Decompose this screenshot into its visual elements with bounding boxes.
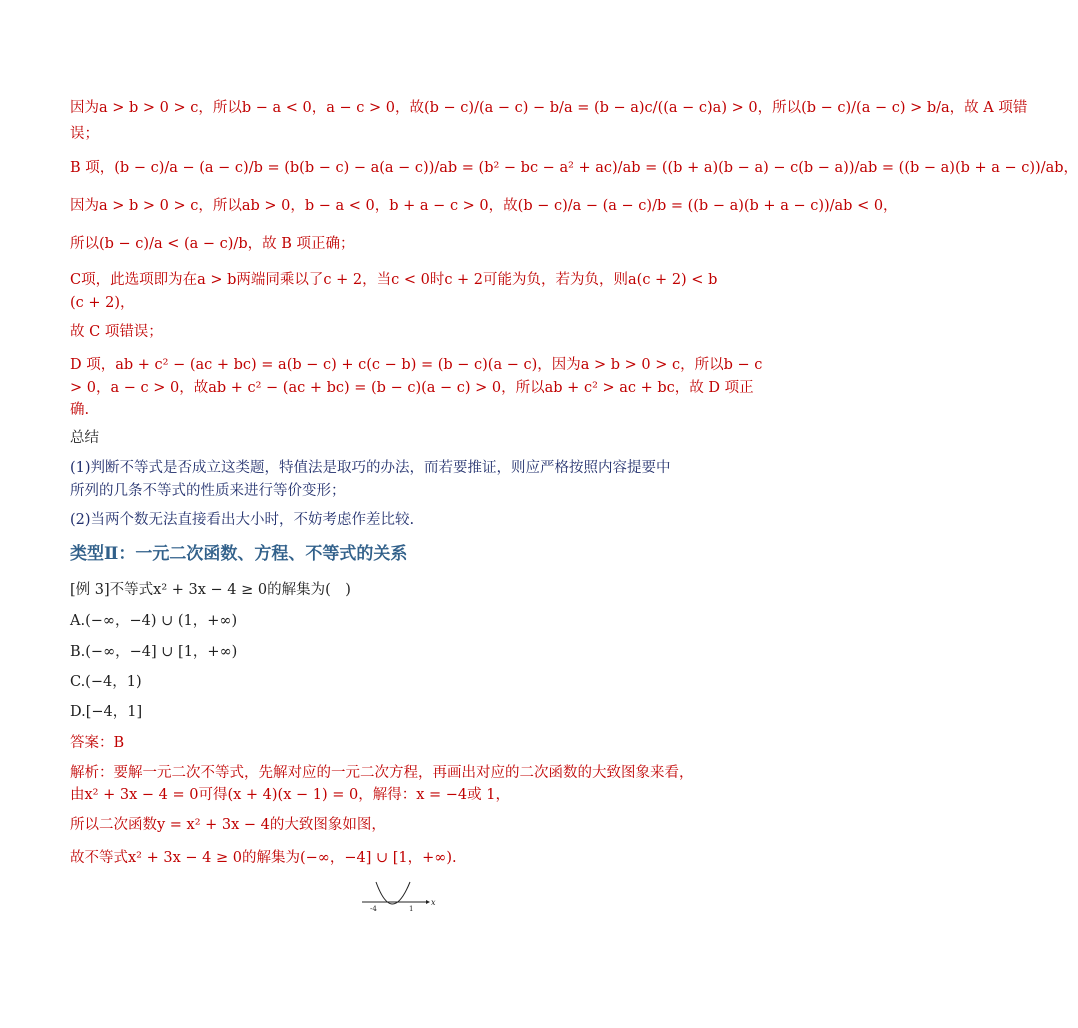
option-a-analysis-line1: 因为a > b > 0 > c，所以b − a < 0，a − c > 0，故(b − c)/(a − c) − b/a = (b − a)c/((a − c)a) > 0，所以(b − c)/(a − c) > b/a，故 A 项错 (70, 100, 1028, 116)
section-title: 类型Ⅱ：一元二次函数、方程、不等式的关系 (70, 544, 408, 564)
option-d-analysis-line2: > 0，a − c > 0，故ab + c² − (ac + bc) = (b − c)(a − c) > 0，所以ab + c² > ac + bc，故 D 项正 (70, 380, 754, 396)
option-c-analysis-line2: (c + 2)， (70, 295, 135, 311)
summary-heading: 总结 (70, 430, 99, 446)
example-question: [例 3]不等式x² + 3x − 4 ≥ 0的解集为( ) (70, 582, 351, 598)
solution-line2: 由x² + 3x − 4 = 0可得(x + 4)(x − 1) = 0，解得：x = −4或 1， (70, 787, 510, 803)
x-axis-arrow (426, 900, 430, 904)
summary-point1-line2: 所列的几条不等式的性质来进行等价变形； (70, 483, 346, 499)
answer-line: 答案：B (70, 735, 125, 751)
option-d-analysis-line1: D 项，ab + c² − (ac + bc) = a(b − c) + c(c − b) = (b − c)(a − c)，因为a > b > 0 > c，所以b − c (70, 357, 763, 373)
summary-point1-line1: (1)判断不等式是否成立这类题，特值法是取巧的办法，而若要推证，则应严格按照内容提要中 (70, 460, 671, 476)
left-root-label: -4 (370, 905, 377, 913)
solution-line4: 故不等式x² + 3x − 4 ≥ 0的解集为(−∞，−4] ∪ [1，+∞). (70, 850, 457, 866)
option-c-conclusion: 故 C 项错误； (70, 324, 163, 340)
solution-line1: 解析：要解一元二次不等式，先解对应的一元二次方程，再画出对应的二次函数的大致图象来看， (70, 765, 694, 781)
x-axis-label: x (431, 898, 436, 907)
choice-b: B.(−∞，−4] ∪ [1，+∞) (70, 644, 238, 660)
option-d-analysis-line3: 确. (70, 402, 90, 418)
choice-a: A.(−∞，−4) ∪ (1，+∞) (70, 613, 238, 629)
option-b-conclusion: 所以(b − c)/a < (a − c)/b，故 B 项正确； (70, 236, 355, 252)
parabola-figure (360, 878, 440, 918)
solution-line3: 所以二次函数y = x² + 3x − 4的大致图象如图， (70, 817, 386, 833)
option-c-analysis-line1: C项，此选项即为在a > b两端同乘以了c + 2，当c < 0时c + 2可能为负，若为负，则a(c + 2) < b (70, 272, 718, 288)
choice-c: C.(−4，1) (70, 674, 142, 690)
right-root-label: 1 (409, 905, 414, 913)
summary-point2: (2)当两个数无法直接看出大小时，不妨考虑作差比较. (70, 512, 415, 528)
option-b-analysis-line1: B 项，(b − c)/a − (a − c)/b = (b(b − c) − a(a − c))/ab = (b² − bc − a² + ac)/ab = ((b + a)(b − a) − c(b − a))/ab = ((b − a)(b + a − c))/ab， (70, 160, 1078, 176)
option-a-analysis-line2: 误； (70, 126, 99, 142)
parabola-curve (376, 882, 410, 904)
option-b-analysis-line2: 因为a > b > 0 > c，所以ab > 0，b − a < 0，b + a − c > 0，故(b − c)/a − (a − c)/b = ((b − a)(b + a − c))/ab < 0， (70, 198, 898, 214)
choice-d: D.[−4，1] (70, 704, 143, 720)
